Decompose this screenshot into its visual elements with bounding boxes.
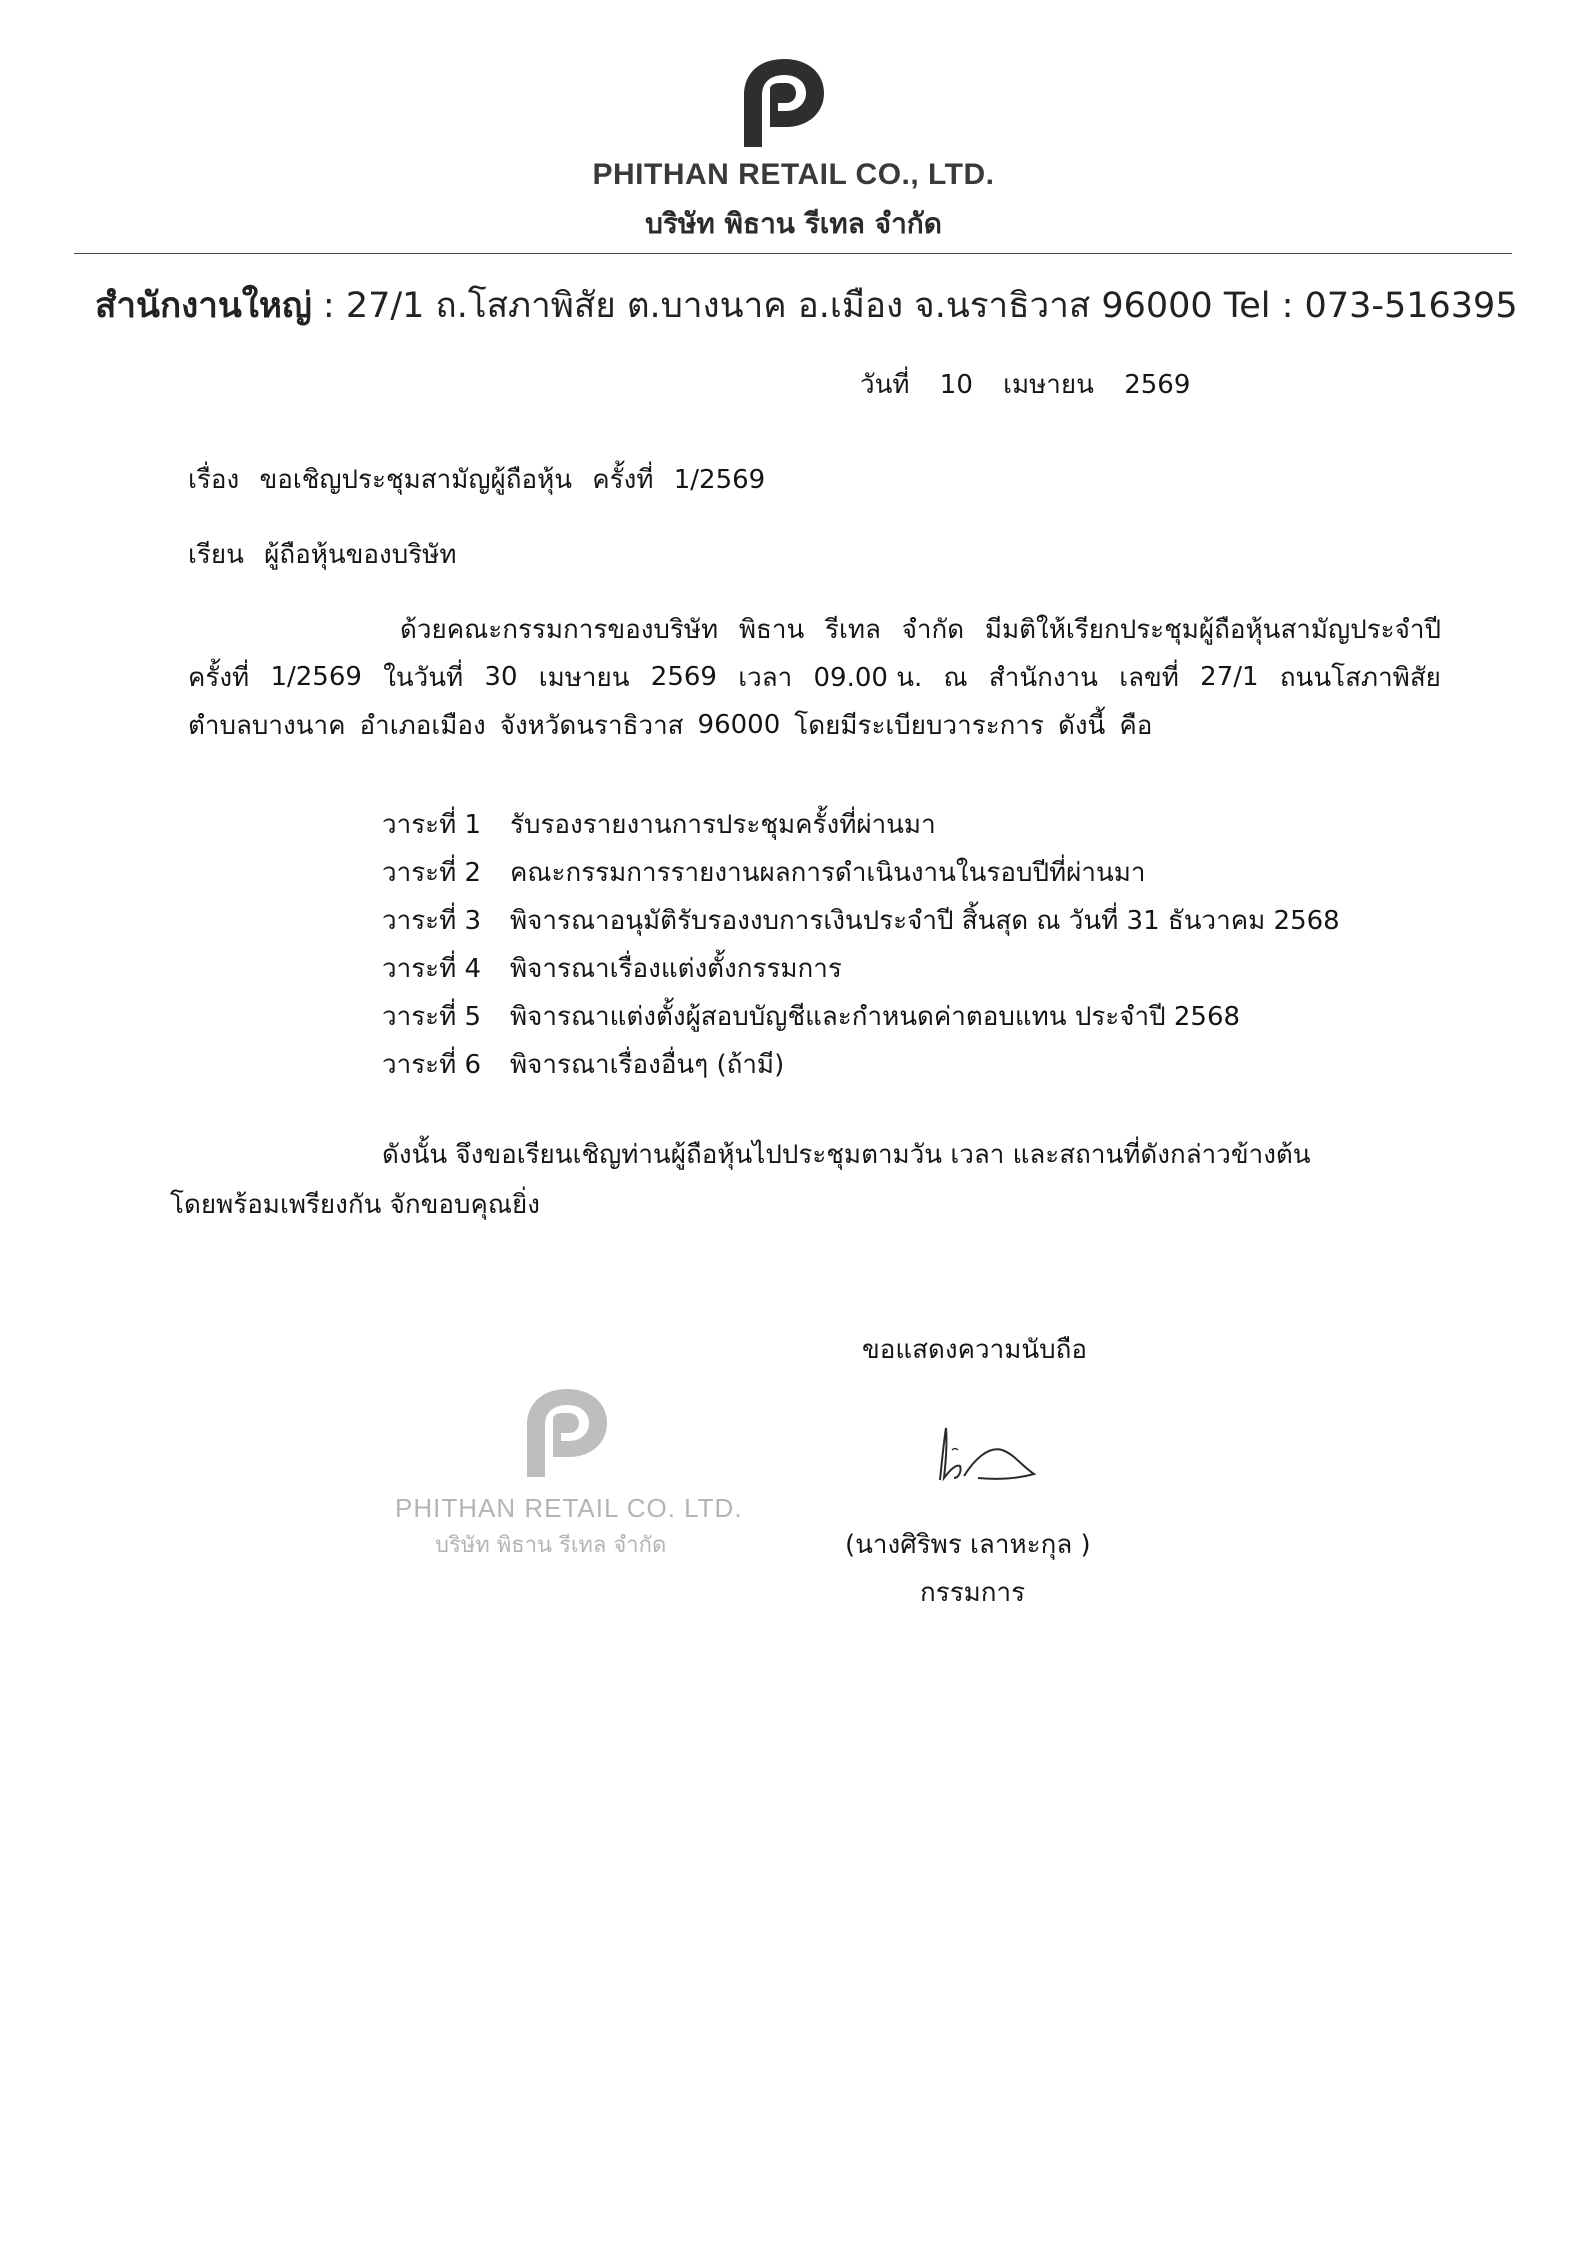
closing-line-2: โดยพร้อมเพรียงกัน จักขอบคุณยิ่ง — [170, 1190, 540, 1220]
agenda-list — [382, 800, 1340, 1088]
date-year: 2569 — [1124, 370, 1191, 400]
agenda-item — [382, 800, 1340, 848]
body-word: 96000 — [697, 710, 781, 740]
body-word: รีเทล — [825, 614, 881, 645]
body-line-3 — [188, 701, 1441, 749]
body-word: ดังนี้ — [1057, 710, 1106, 741]
signer-name: (นางศิริพร เลาหะกุล ) — [845, 1530, 1091, 1560]
stamp-company-en: PHITHAN RETAIL CO. LTD. — [395, 1493, 743, 1523]
header-divider — [74, 253, 1512, 254]
company-logo-icon — [740, 55, 828, 151]
body-paragraph — [188, 605, 1441, 749]
agenda-number: วาระที่ 1 — [382, 809, 482, 840]
handwritten-signature — [930, 1420, 1050, 1490]
subject-text: ขอเชิญประชุมสามัญผู้ถือหุ้น — [259, 465, 572, 495]
subject-count-label: ครั้งที่ — [592, 465, 654, 495]
body-word: เลขที่ — [1119, 662, 1179, 693]
body-word: 1/2569 — [270, 662, 362, 692]
body-word: พิธาน — [738, 614, 805, 645]
letter-date — [860, 370, 1212, 401]
subject-count: 1/2569 — [673, 465, 766, 495]
body-word: ตำบลบางนาค — [188, 710, 346, 741]
body-word: มีมติให้เรียกประชุมผู้ถือหุ้นสามัญประจำปี — [984, 614, 1441, 645]
company-address — [95, 278, 1518, 333]
body-word: ถนนโสภาพิสัย — [1279, 662, 1441, 693]
body-word: คือ — [1119, 710, 1153, 741]
date-month: เมษายน — [1003, 370, 1094, 400]
body-word: 27/1 — [1200, 662, 1259, 692]
agenda-number: วาระที่ 5 — [382, 1001, 482, 1032]
body-line-1 — [188, 605, 1441, 653]
body-word: จำกัด — [901, 614, 965, 645]
body-word: ครั้งที่ — [188, 662, 250, 693]
agenda-item — [382, 848, 1340, 896]
agenda-item — [382, 944, 1340, 992]
stamp-logo-icon — [523, 1385, 611, 1481]
body-word: 09.00 น. — [813, 662, 923, 693]
body-word: ณ — [943, 662, 968, 693]
stamp-company-th: บริษัท พิธาน รีเทล จำกัด — [435, 1533, 667, 1558]
agenda-item — [382, 1040, 1340, 1088]
company-stamp — [395, 1385, 755, 1565]
agenda-text: พิจารณาแต่งตั้งผู้สอบบัญชีและกำหนดค่าตอบแทน ประจำปี 2568 — [510, 1001, 1241, 1032]
salutation-text: ผู้ถือหุ้นของบริษัท — [264, 540, 457, 570]
signer-title: กรรมการ — [920, 1578, 1026, 1608]
agenda-text: พิจารณาเรื่องแต่งตั้งกรรมการ — [510, 953, 842, 984]
agenda-number: วาระที่ 2 — [382, 857, 482, 888]
date-day: 10 — [939, 370, 973, 400]
address-label: สำนักงานใหญ่ — [95, 286, 312, 326]
company-name-en: PHITHAN RETAIL CO., LTD. — [592, 158, 995, 191]
letter-salutation — [188, 540, 468, 571]
agenda-text: พิจารณาอนุมัติรับรองงบการเงินประจำปี สิ้นสุด ณ วันที่ 31 ธันวาคม 2568 — [510, 905, 1340, 936]
agenda-text: รับรองรายงานการประชุมครั้งที่ผ่านมา — [510, 809, 936, 840]
date-label: วันที่ — [860, 370, 910, 400]
agenda-number: วาระที่ 3 — [382, 905, 482, 936]
body-word: ในวันที่ — [383, 662, 464, 693]
closing-line-1: ดังนั้น จึงขอเรียนเชิญท่านผู้ถือหุ้นไปประชุมตามวัน เวลา และสถานที่ดังกล่าวข้างต้น — [382, 1140, 1311, 1170]
body-word: เวลา — [738, 662, 793, 693]
body-line-2 — [188, 653, 1441, 701]
letter-subject — [188, 465, 777, 496]
body-word: สำนักงาน — [988, 662, 1098, 693]
body-word: เมษายน — [538, 662, 630, 693]
address-text: : 27/1 ถ.โสภาพิสัย ต.บางนาค อ.เมือง จ.นราธิวาส 96000 Tel : 073-516395 — [311, 286, 1518, 326]
agenda-number: วาระที่ 6 — [382, 1049, 482, 1080]
company-name-th: บริษัท พิธาน รีเทล จำกัด — [645, 207, 942, 240]
regards-text: ขอแสดงความนับถือ — [862, 1335, 1087, 1365]
body-word: จังหวัดนราธิวาส — [499, 710, 684, 741]
body-word: โดยมีระเบียบวาระการ — [794, 710, 1044, 741]
agenda-item — [382, 896, 1340, 944]
agenda-number: วาระที่ 4 — [382, 953, 482, 984]
agenda-item — [382, 992, 1340, 1040]
salutation-label: เรียน — [188, 540, 244, 570]
subject-label: เรื่อง — [188, 465, 240, 495]
body-word: ด้วยคณะกรรมการของบริษัท — [400, 614, 719, 645]
agenda-text: พิจารณาเรื่องอื่นๆ (ถ้ามี) — [510, 1049, 785, 1080]
agenda-text: คณะกรรมการรายงานผลการดำเนินงานในรอบปีที่ผ่านมา — [510, 857, 1146, 888]
body-word: อำเภอเมือง — [359, 710, 486, 741]
body-word: 2569 — [650, 662, 717, 692]
body-word: 30 — [484, 662, 518, 692]
